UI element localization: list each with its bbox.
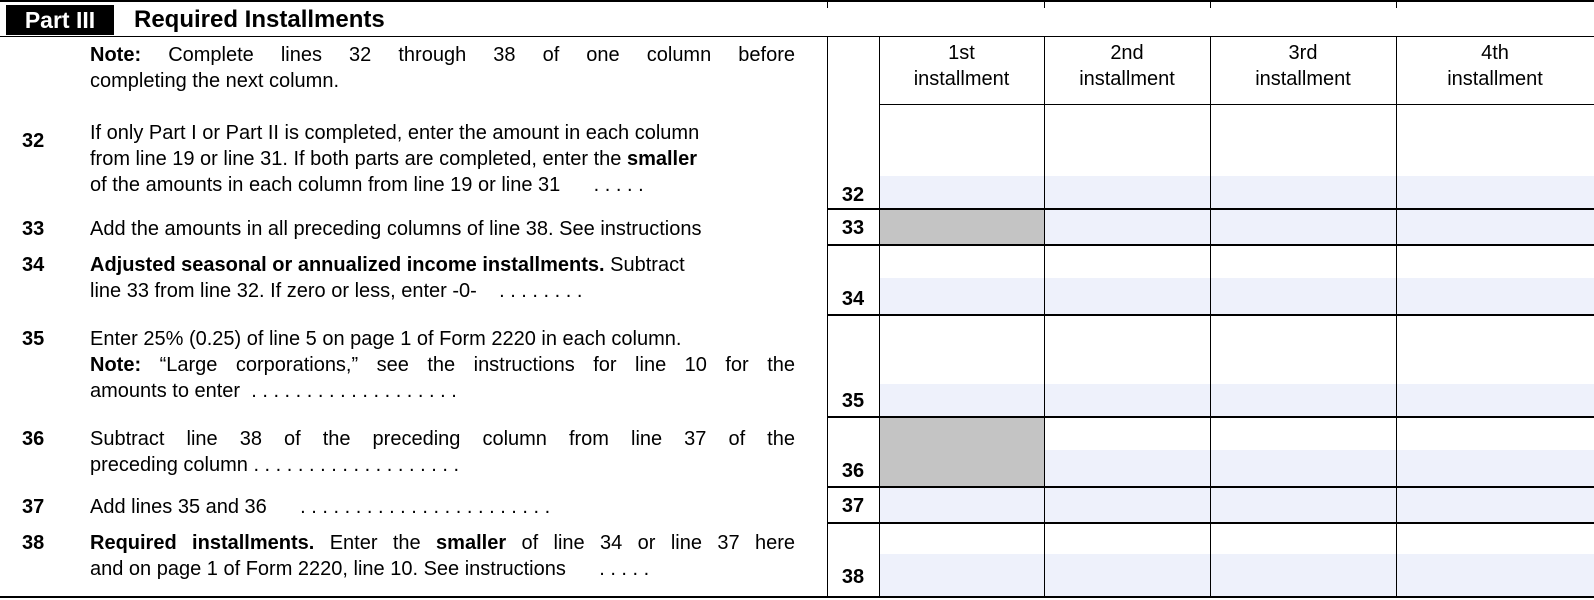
entry-36-shade (1044, 450, 1594, 486)
grid-vline (1044, 36, 1045, 597)
note-line-2: completing the next column. (90, 70, 340, 92)
line-number: 36 (22, 428, 45, 450)
entry-37-shade (879, 487, 1594, 522)
line-text: If only Part I or Part II is completed, enter the amount in each column (90, 122, 700, 144)
entry-38-shade (879, 554, 1594, 596)
installments-grid (827, 36, 1594, 597)
grid-hline (827, 244, 1594, 246)
line-number: 33 (22, 218, 45, 240)
entry-33-col1-blocked (879, 209, 1044, 244)
line-number: 35 (22, 328, 45, 350)
entry-ref-37: 37 (841, 495, 865, 517)
line-text: and on page 1 of Form 2220, line 10. See instructions . . . . . (90, 558, 650, 580)
part-badge: Part III (6, 5, 114, 35)
entry-ref-34: 34 (841, 288, 865, 310)
entry-ref-36: 36 (841, 460, 865, 482)
grid-hline (827, 208, 1594, 210)
line-text: amounts to enter . . . . . . . . . . . . . . . . . . . (90, 380, 457, 402)
header-tick (1396, 2, 1397, 8)
line-text: Enter 25% (0.25) of line 5 on page 1 of Form 2220 in each column. (90, 328, 682, 350)
grid-vline (879, 36, 880, 597)
entry-32-shade (879, 176, 1594, 208)
header-tick (827, 2, 828, 8)
col-header-1: 1st installment (913, 42, 1010, 90)
line-text: Required installments. Enter the smaller of line 34 or line 37 here (90, 532, 795, 554)
grid-hline (827, 314, 1594, 316)
grid-hline (879, 104, 1594, 105)
part-header (0, 2, 1594, 37)
col-header-4: 4th installment (1447, 42, 1543, 90)
grid-hline (827, 416, 1594, 418)
col-header-3: 3rd installment (1255, 42, 1351, 90)
note-line-1: Note: Complete lines 32 through 38 of one column before (90, 44, 795, 66)
part-title: Required Installments (134, 6, 385, 33)
entry-33-shade (1044, 209, 1594, 244)
entry-35-shade (879, 384, 1594, 416)
line-descriptions (0, 36, 827, 597)
line-text: line 33 from line 32. If zero or less, enter -0- . . . . . . . . (90, 280, 583, 302)
header-tick (1210, 2, 1211, 8)
line-text: from line 19 or line 31. If both parts are completed, enter the smaller (90, 148, 698, 170)
line-text: of the amounts in each column from line 19 or line 31 . . . . . (90, 174, 644, 196)
line-text: Subtract line 38 of the preceding column from line 37 of the (90, 428, 795, 450)
line-number: 34 (22, 254, 45, 276)
entry-ref-38: 38 (841, 566, 865, 588)
grid-hline (827, 522, 1594, 524)
line-text: Note: “Large corporations,” see the instructions for line 10 for the (90, 354, 795, 376)
entry-34-shade (879, 278, 1594, 314)
line-text: Adjusted seasonal or annualized income installments. Subtract (90, 254, 685, 276)
grid-vline (1396, 36, 1397, 597)
line-text: Add the amounts in all preceding columns of line 38. See instructions (90, 218, 702, 240)
header-tick (1044, 2, 1045, 8)
col-header-2: 2nd installment (1079, 42, 1175, 90)
grid-hline (827, 486, 1594, 488)
entry-ref-33: 33 (841, 217, 865, 239)
entry-ref-35: 35 (841, 390, 865, 412)
line-number: 32 (22, 130, 45, 152)
entry-ref-32: 32 (841, 184, 865, 206)
bottom-rule (0, 596, 1594, 598)
grid-vline (1210, 36, 1211, 597)
line-number: 38 (22, 532, 45, 554)
entry-36-col1-blocked (879, 417, 1044, 486)
line-number: 37 (22, 496, 45, 518)
line-text: preceding column . . . . . . . . . . . . . . . . . . . (90, 454, 460, 476)
line-text: Add lines 35 and 36 . . . . . . . . . . . . . . . . . . . . . . . (90, 496, 551, 518)
